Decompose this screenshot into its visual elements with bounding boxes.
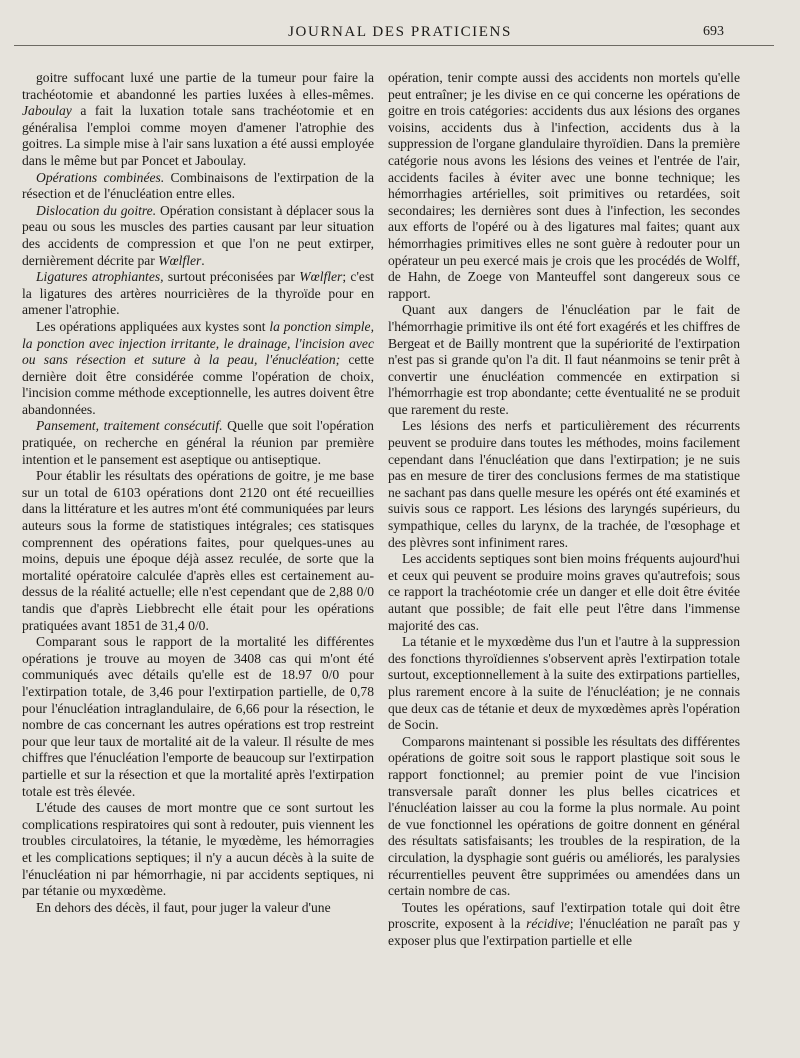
header-rule <box>14 45 774 46</box>
paragraph <box>22 319 374 419</box>
text-run: Combinaisons de l'extirpation de la résection et de l'énucléation entre elles. <box>22 169 374 202</box>
text-run: En dehors des décès, il faut, pour juger la valeur d'une <box>36 899 331 915</box>
paragraph <box>388 551 740 634</box>
text-run: L'étude des causes de mort montre que ce sont surtout les complications respiratoires qui sont à redouter, puis viennent les troubles circulatoires, la tétanie, le myœdème, les hémorragies et les complications septiques; il n'y a aucun décès à la suite de l'énucléation ni par hémorrhagie, ni par accidents septiques, ni par tétanie ou myxœdème. <box>22 800 374 899</box>
text-run: opération, tenir compte aussi des accidents non mortels qu'elle peut entraîner; je les divise en ce qui concerne les opérations de goitre en trois catégories: accidents dus aux lésions des organes voisins, accidents dus à l'infection, accidents dus à la suppression de l'organe glandulaire thyroïdien. Dans la première catégorie nous avons les lésions des veines et l'entrée de l'air, accidents faciles à éviter avec une bonne technique; les hémorrhagies artérielles, soit primitives ou retardées, soit secondaires; les dernières sont dues à l'infection, les secondes aux efforts de l'opéré ou à des ligatures mal faites; quant aux hémorrhagies primitives elles ne sont guère à redouter pour un opérateur un peu exercé mais je crois que les procédés de Wolff, de Hahn, de Zoege von Manteuffel sont dangereux sous ce rapport. <box>388 70 740 301</box>
paragraph <box>22 800 374 900</box>
paragraph <box>22 203 374 269</box>
paragraph <box>22 70 374 170</box>
paragraph <box>22 418 374 468</box>
paragraph <box>388 70 740 302</box>
text-run: Toutes les opérations, sauf l'extirpation totale qui doit être proscrite, exposent à la <box>388 899 740 932</box>
right-column <box>388 70 740 1045</box>
italic-text: Dislocation du goitre. <box>36 202 157 218</box>
paragraph <box>22 170 374 203</box>
paragraph <box>22 900 374 917</box>
page-number: 693 <box>703 24 724 39</box>
text-run: . <box>201 252 205 268</box>
text-run: Comparons maintenant si possible les résultats des différentes opérations de goitre soit sous le rapport plastique soit sous le rapport fonctionnel; au premier point de vue l'incision transversale paraît donner les plus belles cicatrices et l'énucléation laisser au cou la forme la plus normale. Au point de vue fonctionnel les opérations de goitre donnent en général des résultats satisfaisants; les troubles de la respiration, de la circulation, la dysphagie sont guéris ou améliorés, les paralysies récurrentielles peuvent être supprimées ou amendées dans un certain nombre de cas. <box>388 733 740 899</box>
running-title: JOURNAL DES PRATICIENS <box>288 24 512 40</box>
text-run: a fait la luxation totale sans trachéotomie et en généralisa l'emploi comme moyen d'amener l'atrophie des goitres. La simple mise à l'air sans luxation a été aussi employée dans le même but par Poncet et Jaboulay. <box>22 103 374 168</box>
italic-text: la ponction simple, la ponction avec injection irritante, le drainage, l'incision avec ou sans résection et suture à la peau, l'énucléation; <box>22 318 374 368</box>
text-run: La tétanie et le myxœdème dus l'un et l'autre à la suppression des fonctions thyroïdiennes s'observent après l'extirpation totale surtout, exceptionnellement à la suite des extirpations partielles, plus rarement encore à la suite de l'énucléation; je ne connais que deux cas de tétanie et deux de myxœdèmes après l'opération de Socin. <box>388 634 740 733</box>
text-run: Les opérations appliquées aux kystes sont <box>36 318 270 334</box>
paragraph <box>388 302 740 418</box>
paragraph <box>22 468 374 634</box>
text-run: Comparant sous le rapport de la mortalité les différentes opérations je trouve au moyen de 3408 cas qui m'ont été communiqués avec détails qu'elle est de 18.97 0/0 pour l'extirpation totale, de 3,46 pour l'extirpation partielle, de 0,78 pour l'énucléation intraglandulaire, de 6,66 pour la résection, le nombre de cas concernant les autres opérations est trop restreint pour que leur taux de mortalité ait de la valeur. Il résulte de mes chiffres que l'énucléation l'emporte de beaucoup sur l'extirpation partielle et sur la résection et que la mortalité après l'extirpation totale est très élevée. <box>22 634 374 799</box>
text-run: Opération consistant à déplacer sous la peau ou sous les muscles des parties causant par leur situation des accidents de compression et que l'on ne peut extirper, dernièrement décrite par <box>22 202 374 268</box>
italic-text: Ligatures atrophiantes, <box>36 269 164 285</box>
left-column <box>22 70 374 1045</box>
text-run: Quelle que soit l'opération pratiquée, on recherche en général la réunion par première intention et le pansement est aseptique ou antiseptique. <box>22 418 374 467</box>
paragraph <box>388 634 740 734</box>
italic-text: Jaboulay <box>22 103 72 119</box>
text-run: surtout préconisées par <box>163 269 300 285</box>
italic-text: Pansement, traitement consécutif. <box>36 418 223 434</box>
paragraph <box>22 634 374 800</box>
text-run: Les lésions des nerfs et particulièrement des récurrents peuvent se produire dans toutes les méthodes, moins facilement cependant dans l'énucléation que dans l'extirpation; je ne suis pas en mesure de tirer des conclusions fermes de ma statistique ne sachant pas dans quelle mesure les opérés ont été examinés et suivis sous ce rapport. Les lésions des laryngés supérieurs, du sympathique, celles du larynx, de la trachée, de l'œsophage et des plèvres sont infiniment rares. <box>388 418 740 550</box>
italic-text: Opérations combinées. <box>36 169 165 185</box>
text-run: ; c'est la ligatures des artères nourricières de la thyroïde pour en amener l'atrophie. <box>22 269 374 318</box>
text-run: Pour établir les résultats des opérations de goitre, je me base sur un total de 6103 opérations dont 2120 ont été recueillies dans la littérature et les autres m'ont été communiquées par leurs auteurs sous la forme de statistiques intégrales; ces statisques comprennent des opérations faites, pour quelques-unes au moins, depuis une époque déjà assez reculée, de sorte que la mortalité opératoire calculée d'après elles est certainement au-dessus de la réalité actuelle; elle n'est cependant que de 2,88 0/0 tandis que d'après Liebbrecht elle était pour les opérations pratiquées avant 1851 de 31,4 0/0. <box>22 468 374 633</box>
italic-text: Wœlfler <box>158 252 202 268</box>
paragraph <box>22 269 374 319</box>
paragraph <box>388 734 740 900</box>
text-run: cette dernière doit être considérée comme l'opération de choix, l'incision comme méthode exceptionnelle, les autres doivent être abandonnées. <box>22 352 374 417</box>
text-run: Les accidents septiques sont bien moins fréquents aujourd'hui et ceux qui peuvent se produire moins graves qu'autrefois; sous ce rapport la trachéotomie crée un danger et elle doit être évitée autant que possible; de fait elle peut l'être dans l'immense majorité des cas. <box>388 551 740 633</box>
text-run: ; l'énucléation ne paraît pas y exposer plus que l'extirpation partielle et elle <box>388 916 740 948</box>
text-run: goitre suffocant luxé une partie de la tumeur pour faire la trachéotomie et abandonné les parties luxées à elles-mêmes. <box>22 70 374 102</box>
paragraph <box>388 418 740 551</box>
page-header <box>0 0 800 50</box>
italic-text: récidive <box>526 916 570 932</box>
text-run: Quant aux dangers de l'énucléation par le fait de l'hémorrhagie primitive ils ont été fort exagérés et les chiffres de Bergeat et de Bailly montrent que la supériorité de l'extirpation n'est pas si grande qu'on l'a dit. Il faut néanmoins se tenir prêt à convertir une énucléation commencée en extirpation si l'hémorrhagie est trop abondante; cette éventualité ne se produit que rarement du reste. <box>388 302 740 417</box>
italic-text: Wœlfler <box>299 269 343 285</box>
paragraph <box>388 900 740 950</box>
